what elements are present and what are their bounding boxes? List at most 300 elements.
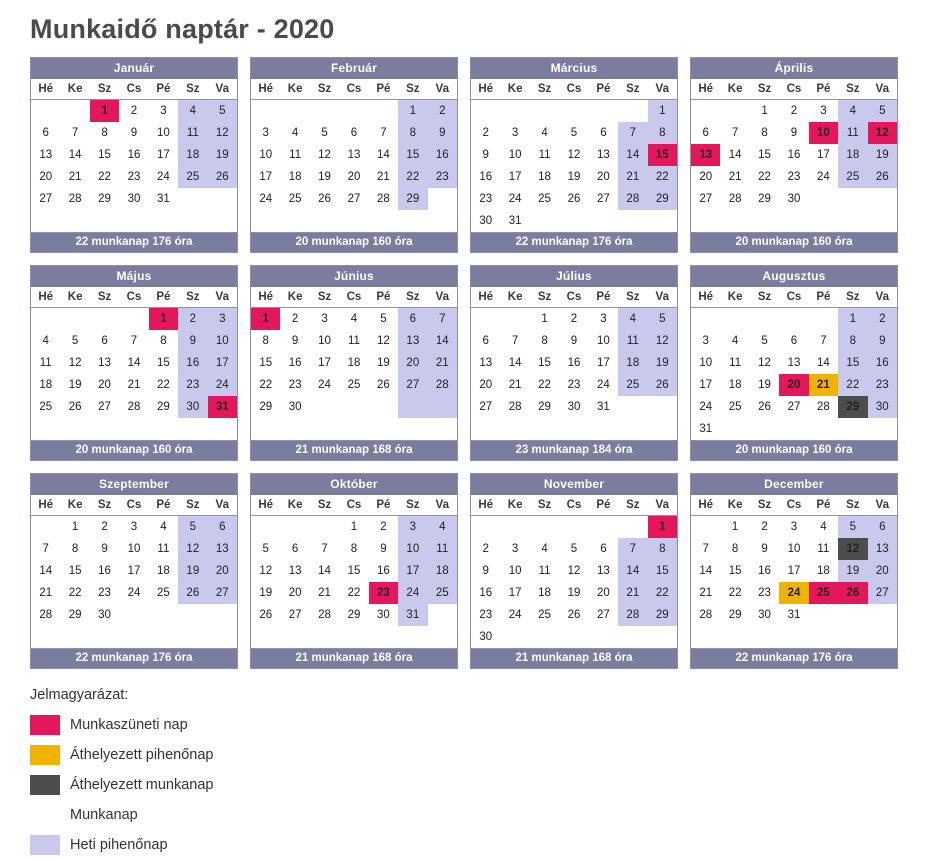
day-cell[interactable]: 24 (817, 171, 830, 183)
day-cell[interactable]: 17 (817, 149, 830, 161)
day-cell[interactable]: 2 (380, 521, 387, 533)
day-cell[interactable]: 10 (508, 149, 522, 161)
day-cell[interactable]: 26 (567, 609, 581, 621)
day-cell[interactable]: 12 (377, 335, 390, 347)
day-cell[interactable]: 9 (482, 149, 489, 161)
day-cell[interactable]: 17 (259, 171, 273, 183)
day-cell[interactable]: 30 (868, 396, 897, 418)
day-cell[interactable]: 7 (702, 543, 709, 555)
day-cell[interactable]: 10 (398, 538, 427, 560)
day-cell[interactable]: 21 (39, 587, 53, 599)
day-cell[interactable]: 18 (538, 171, 551, 183)
day-cell[interactable]: 26 (567, 193, 581, 205)
day-cell[interactable]: 23 (288, 379, 302, 391)
day-cell[interactable]: 24 (259, 193, 273, 205)
day-cell[interactable]: 14 (817, 357, 830, 369)
day-cell[interactable]: 23 (428, 166, 457, 188)
day-cell[interactable]: 7 (130, 335, 138, 347)
day-cell[interactable]: 23 (479, 609, 493, 621)
day-cell[interactable]: 13 (868, 538, 897, 560)
day-cell[interactable]: 6 (42, 127, 49, 139)
day-cell[interactable]: 15 (347, 565, 361, 577)
day-cell[interactable]: 17 (597, 357, 610, 369)
day-cell[interactable]: 5 (570, 127, 578, 139)
day-cell[interactable]: 16 (178, 352, 207, 374)
day-cell[interactable]: 30 (127, 193, 141, 205)
day-cell[interactable]: 7 (731, 127, 739, 139)
day-cell[interactable]: 8 (262, 335, 269, 347)
day-cell[interactable]: 5 (178, 516, 207, 539)
day-cell[interactable]: 9 (570, 335, 578, 347)
day-cell[interactable]: 30 (178, 396, 207, 418)
day-cell[interactable]: 25 (157, 587, 170, 599)
day-cell[interactable]: 18 (288, 171, 302, 183)
day-cell[interactable]: 31 (787, 609, 801, 621)
day-cell[interactable]: 3 (600, 313, 607, 325)
day-cell[interactable]: 26 (838, 582, 867, 604)
day-cell[interactable]: 23 (758, 587, 771, 599)
day-cell[interactable]: 13 (597, 565, 610, 577)
day-cell[interactable]: 18 (618, 352, 647, 374)
day-cell[interactable]: 28 (508, 401, 522, 413)
day-cell[interactable]: 22 (728, 587, 742, 599)
day-cell[interactable]: 16 (98, 565, 111, 577)
day-cell[interactable]: 1 (251, 308, 280, 331)
day-cell[interactable]: 7 (618, 538, 647, 560)
day-cell[interactable]: 26 (208, 166, 237, 188)
day-cell[interactable]: 19 (838, 560, 867, 582)
day-cell[interactable]: 8 (398, 122, 427, 144)
day-cell[interactable]: 21 (728, 171, 742, 183)
day-cell[interactable]: 11 (289, 149, 302, 161)
day-cell[interactable]: 16 (567, 357, 581, 369)
day-cell[interactable]: 28 (377, 193, 390, 205)
day-cell[interactable]: 19 (567, 171, 581, 183)
day-cell[interactable]: 14 (377, 149, 390, 161)
day-cell[interactable]: 9 (130, 127, 138, 139)
day-cell[interactable]: 24 (508, 609, 522, 621)
day-cell[interactable]: 31 (699, 423, 713, 435)
day-cell[interactable]: 19 (567, 587, 581, 599)
day-cell[interactable]: 17 (699, 379, 713, 391)
day-cell[interactable]: 25 (39, 401, 53, 413)
day-cell[interactable]: 26 (648, 374, 677, 396)
day-cell[interactable]: 23 (178, 374, 207, 396)
day-cell[interactable]: 3 (820, 105, 827, 117)
day-cell[interactable]: 29 (68, 609, 82, 621)
day-cell[interactable]: 14 (39, 565, 53, 577)
day-cell[interactable]: 14 (127, 357, 141, 369)
day-cell[interactable]: 15 (648, 560, 677, 582)
day-cell[interactable]: 13 (288, 565, 302, 577)
day-cell[interactable]: 9 (790, 127, 798, 139)
day-cell[interactable]: 24 (208, 374, 237, 396)
day-cell[interactable]: 25 (809, 582, 838, 604)
day-cell[interactable]: 22 (648, 166, 677, 188)
day-cell[interactable]: 15 (758, 149, 771, 161)
day-cell[interactable]: 30 (567, 401, 581, 413)
day-cell[interactable]: 15 (728, 565, 742, 577)
day-cell[interactable]: 3 (208, 308, 237, 331)
day-cell[interactable]: 20 (347, 171, 361, 183)
day-cell[interactable]: 22 (68, 587, 82, 599)
day-cell[interactable]: 21 (68, 171, 82, 183)
day-cell[interactable]: 9 (380, 543, 387, 555)
day-cell[interactable]: 29 (398, 188, 427, 210)
day-cell[interactable]: 18 (39, 379, 53, 391)
day-cell[interactable]: 22 (98, 171, 111, 183)
day-cell[interactable]: 27 (347, 193, 361, 205)
day-cell[interactable]: 15 (838, 352, 867, 374)
day-cell[interactable]: 13 (597, 149, 610, 161)
day-cell[interactable]: 1 (398, 100, 427, 123)
day-cell[interactable]: 19 (178, 560, 207, 582)
day-cell[interactable]: 10 (157, 127, 170, 139)
day-cell[interactable]: 9 (101, 543, 108, 555)
day-cell[interactable]: 29 (347, 609, 361, 621)
day-cell[interactable]: 17 (508, 587, 522, 599)
day-cell[interactable]: 27 (208, 582, 237, 604)
day-cell[interactable]: 6 (790, 335, 798, 347)
day-cell[interactable]: 18 (817, 565, 830, 577)
day-cell[interactable]: 17 (208, 352, 237, 374)
day-cell[interactable]: 31 (398, 604, 427, 626)
day-cell[interactable]: 11 (817, 543, 830, 555)
day-cell[interactable]: 24 (779, 582, 808, 604)
day-cell[interactable]: 9 (178, 330, 207, 352)
day-cell[interactable]: 20 (39, 171, 53, 183)
day-cell[interactable]: 5 (321, 127, 328, 139)
day-cell[interactable]: 27 (597, 193, 610, 205)
day-cell[interactable]: 28 (618, 188, 647, 210)
day-cell[interactable]: 2 (570, 313, 578, 325)
day-cell[interactable]: 28 (817, 401, 830, 413)
day-cell[interactable]: 12 (68, 357, 82, 369)
day-cell[interactable]: 4 (541, 127, 548, 139)
day-cell[interactable]: 29 (728, 609, 742, 621)
day-cell[interactable]: 27 (868, 582, 897, 604)
day-cell[interactable]: 25 (538, 193, 551, 205)
day-cell[interactable]: 10 (508, 565, 522, 577)
day-cell[interactable]: 3 (398, 516, 427, 539)
day-cell[interactable]: 27 (479, 401, 493, 413)
day-cell[interactable]: 9 (291, 335, 299, 347)
day-cell[interactable]: 16 (479, 171, 493, 183)
day-cell[interactable]: 21 (377, 171, 390, 183)
day-cell[interactable]: 16 (758, 565, 771, 577)
day-cell[interactable]: 1 (149, 308, 178, 331)
day-cell[interactable]: 6 (350, 127, 358, 139)
day-cell[interactable]: 6 (101, 335, 108, 347)
day-cell[interactable]: 19 (318, 171, 331, 183)
day-cell[interactable]: 20 (479, 379, 493, 391)
day-cell[interactable]: 11 (538, 565, 551, 577)
day-cell[interactable]: 4 (838, 100, 867, 123)
day-cell[interactable]: 13 (691, 144, 720, 166)
day-cell[interactable]: 14 (318, 565, 331, 577)
day-cell[interactable]: 28 (127, 401, 141, 413)
day-cell[interactable]: 18 (428, 560, 457, 582)
day-cell[interactable]: 1 (350, 521, 358, 533)
day-cell[interactable]: 24 (508, 193, 522, 205)
day-cell[interactable]: 4 (820, 521, 827, 533)
day-cell[interactable]: 12 (259, 565, 273, 577)
day-cell[interactable]: 24 (127, 587, 141, 599)
day-cell[interactable]: 29 (259, 401, 273, 413)
day-cell[interactable]: 9 (428, 122, 457, 144)
day-cell[interactable]: 2 (130, 105, 138, 117)
day-cell[interactable]: 29 (157, 401, 170, 413)
day-cell[interactable]: 25 (728, 401, 742, 413)
day-cell[interactable]: 6 (208, 516, 237, 539)
day-cell[interactable]: 29 (648, 188, 677, 210)
day-cell[interactable]: 28 (618, 604, 647, 626)
day-cell[interactable]: 13 (98, 357, 111, 369)
day-cell[interactable]: 1 (731, 521, 739, 533)
day-cell[interactable]: 14 (728, 149, 742, 161)
day-cell[interactable]: 23 (479, 193, 493, 205)
day-cell[interactable]: 16 (377, 565, 390, 577)
day-cell[interactable]: 18 (728, 379, 742, 391)
day-cell[interactable]: 6 (398, 308, 427, 331)
day-cell[interactable]: 15 (68, 565, 82, 577)
day-cell[interactable]: 27 (98, 401, 111, 413)
day-cell[interactable]: 3 (511, 127, 519, 139)
day-cell[interactable]: 11 (157, 543, 170, 555)
day-cell[interactable]: 8 (71, 543, 79, 555)
day-cell[interactable]: 16 (127, 149, 141, 161)
day-cell[interactable]: 15 (259, 357, 273, 369)
day-cell[interactable]: 23 (127, 171, 141, 183)
day-cell[interactable]: 2 (101, 521, 108, 533)
day-cell[interactable]: 3 (262, 127, 269, 139)
day-cell[interactable]: 24 (318, 379, 331, 391)
day-cell[interactable]: 21 (699, 587, 713, 599)
day-cell[interactable]: 25 (288, 193, 302, 205)
day-cell[interactable]: 12 (178, 538, 207, 560)
day-cell[interactable]: 18 (538, 587, 551, 599)
day-cell[interactable]: 7 (42, 543, 49, 555)
day-cell[interactable]: 26 (758, 401, 771, 413)
day-cell[interactable]: 31 (508, 215, 522, 227)
day-cell[interactable]: 4 (178, 100, 207, 123)
day-cell[interactable]: 28 (318, 609, 331, 621)
day-cell[interactable]: 29 (648, 604, 677, 626)
day-cell[interactable]: 16 (787, 149, 801, 161)
day-cell[interactable]: 16 (428, 144, 457, 166)
day-cell[interactable]: 13 (479, 357, 493, 369)
day-cell[interactable]: 20 (98, 379, 111, 391)
day-cell[interactable]: 30 (787, 193, 801, 205)
day-cell[interactable]: 23 (567, 379, 581, 391)
day-cell[interactable]: 17 (398, 560, 427, 582)
day-cell[interactable]: 12 (567, 565, 581, 577)
day-cell[interactable]: 29 (98, 193, 111, 205)
day-cell[interactable]: 26 (318, 193, 331, 205)
day-cell[interactable]: 11 (39, 357, 52, 369)
day-cell[interactable]: 25 (347, 379, 361, 391)
day-cell[interactable]: 1 (71, 521, 79, 533)
day-cell[interactable]: 5 (380, 313, 387, 325)
day-cell[interactable]: 17 (318, 357, 331, 369)
day-cell[interactable]: 27 (288, 609, 302, 621)
day-cell[interactable]: 15 (157, 357, 170, 369)
day-cell[interactable]: 7 (380, 127, 387, 139)
day-cell[interactable]: 7 (71, 127, 79, 139)
day-cell[interactable]: 29 (838, 396, 867, 418)
day-cell[interactable]: 28 (728, 193, 742, 205)
day-cell[interactable]: 1 (838, 308, 867, 331)
day-cell[interactable]: 21 (618, 582, 647, 604)
day-cell[interactable]: 20 (208, 560, 237, 582)
day-cell[interactable]: 29 (538, 401, 551, 413)
day-cell[interactable]: 5 (838, 516, 867, 539)
day-cell[interactable]: 3 (511, 543, 519, 555)
day-cell[interactable]: 25 (838, 166, 867, 188)
day-cell[interactable]: 8 (350, 543, 358, 555)
day-cell[interactable]: 8 (160, 335, 167, 347)
day-cell[interactable]: 11 (178, 122, 207, 144)
day-cell[interactable]: 19 (868, 144, 897, 166)
day-cell[interactable]: 21 (508, 379, 522, 391)
day-cell[interactable]: 6 (600, 543, 607, 555)
day-cell[interactable]: 2 (428, 100, 457, 123)
day-cell[interactable]: 1 (648, 100, 677, 123)
day-cell[interactable]: 2 (790, 105, 798, 117)
day-cell[interactable]: 12 (838, 538, 867, 560)
day-cell[interactable]: 22 (398, 166, 427, 188)
day-cell[interactable]: 8 (838, 330, 867, 352)
day-cell[interactable]: 30 (758, 609, 771, 621)
day-cell[interactable]: 30 (288, 401, 302, 413)
day-cell[interactable]: 2 (482, 127, 489, 139)
day-cell[interactable]: 6 (868, 516, 897, 539)
day-cell[interactable]: 27 (39, 193, 53, 205)
day-cell[interactable]: 8 (541, 335, 548, 347)
day-cell[interactable]: 3 (130, 521, 138, 533)
day-cell[interactable]: 27 (699, 193, 713, 205)
day-cell[interactable]: 22 (758, 171, 771, 183)
day-cell[interactable]: 16 (479, 587, 493, 599)
day-cell[interactable]: 20 (398, 352, 427, 374)
day-cell[interactable]: 24 (597, 379, 610, 391)
day-cell[interactable]: 18 (347, 357, 361, 369)
day-cell[interactable]: 30 (479, 215, 493, 227)
day-cell[interactable]: 23 (868, 374, 897, 396)
day-cell[interactable]: 31 (157, 193, 170, 205)
day-cell[interactable]: 10 (597, 335, 610, 347)
day-cell[interactable]: 3 (790, 521, 798, 533)
day-cell[interactable]: 14 (699, 565, 713, 577)
day-cell[interactable]: 5 (761, 335, 768, 347)
day-cell[interactable]: 22 (347, 587, 361, 599)
day-cell[interactable]: 23 (369, 582, 398, 604)
day-cell[interactable]: 17 (157, 149, 170, 161)
day-cell[interactable]: 2 (482, 543, 489, 555)
day-cell[interactable]: 26 (178, 582, 207, 604)
day-cell[interactable]: 18 (178, 144, 207, 166)
day-cell[interactable]: 28 (39, 609, 53, 621)
day-cell[interactable]: 26 (868, 166, 897, 188)
day-cell[interactable]: 31 (597, 401, 610, 413)
day-cell[interactable]: 30 (98, 609, 111, 621)
day-cell[interactable]: 5 (71, 335, 79, 347)
day-cell[interactable]: 15 (648, 144, 677, 166)
day-cell[interactable]: 23 (98, 587, 111, 599)
day-cell[interactable]: 20 (779, 374, 808, 396)
day-cell[interactable]: 17 (508, 171, 522, 183)
day-cell[interactable]: 2 (868, 308, 897, 331)
day-cell[interactable]: 22 (538, 379, 551, 391)
day-cell[interactable]: 4 (350, 313, 358, 325)
day-cell[interactable]: 14 (68, 149, 82, 161)
day-cell[interactable]: 19 (68, 379, 82, 391)
day-cell[interactable]: 19 (758, 379, 771, 391)
day-cell[interactable]: 14 (508, 357, 522, 369)
day-cell[interactable]: 4 (618, 308, 647, 331)
day-cell[interactable]: 5 (648, 308, 677, 331)
day-cell[interactable]: 9 (868, 330, 897, 352)
day-cell[interactable]: 12 (208, 122, 237, 144)
day-cell[interactable]: 4 (428, 516, 457, 539)
day-cell[interactable]: 13 (347, 149, 361, 161)
day-cell[interactable]: 15 (538, 357, 551, 369)
day-cell[interactable]: 5 (262, 543, 269, 555)
day-cell[interactable]: 17 (127, 565, 141, 577)
day-cell[interactable]: 24 (398, 582, 427, 604)
day-cell[interactable]: 12 (567, 149, 581, 161)
day-cell[interactable]: 25 (618, 374, 647, 396)
day-cell[interactable]: 1 (761, 105, 768, 117)
day-cell[interactable]: 10 (699, 357, 713, 369)
day-cell[interactable]: 12 (648, 330, 677, 352)
day-cell[interactable]: 3 (321, 313, 328, 325)
day-cell[interactable]: 20 (699, 171, 713, 183)
day-cell[interactable]: 9 (761, 543, 768, 555)
day-cell[interactable]: 10 (318, 335, 331, 347)
day-cell[interactable]: 26 (68, 401, 82, 413)
day-cell[interactable]: 8 (648, 538, 677, 560)
day-cell[interactable]: 12 (318, 149, 331, 161)
day-cell[interactable]: 21 (318, 587, 331, 599)
day-cell[interactable]: 7 (618, 122, 647, 144)
day-cell[interactable]: 28 (699, 609, 713, 621)
day-cell[interactable]: 18 (838, 144, 867, 166)
day-cell[interactable]: 19 (259, 587, 273, 599)
day-cell[interactable]: 13 (398, 330, 427, 352)
day-cell[interactable]: 27 (787, 401, 801, 413)
day-cell[interactable]: 5 (570, 543, 578, 555)
day-cell[interactable]: 17 (787, 565, 801, 577)
day-cell[interactable]: 11 (538, 149, 551, 161)
day-cell[interactable]: 12 (758, 357, 771, 369)
day-cell[interactable]: 10 (809, 122, 838, 144)
day-cell[interactable]: 23 (787, 171, 801, 183)
day-cell[interactable]: 2 (761, 521, 768, 533)
day-cell[interactable]: 29 (758, 193, 771, 205)
day-cell[interactable]: 30 (377, 609, 390, 621)
day-cell[interactable]: 20 (288, 587, 302, 599)
day-cell[interactable]: 22 (838, 374, 867, 396)
day-cell[interactable]: 27 (597, 609, 610, 621)
day-cell[interactable]: 20 (597, 171, 610, 183)
day-cell[interactable]: 8 (648, 122, 677, 144)
day-cell[interactable]: 5 (208, 100, 237, 123)
day-cell[interactable]: 8 (731, 543, 739, 555)
day-cell[interactable]: 25 (538, 609, 551, 621)
day-cell[interactable]: 10 (259, 149, 273, 161)
day-cell[interactable]: 11 (618, 330, 647, 352)
